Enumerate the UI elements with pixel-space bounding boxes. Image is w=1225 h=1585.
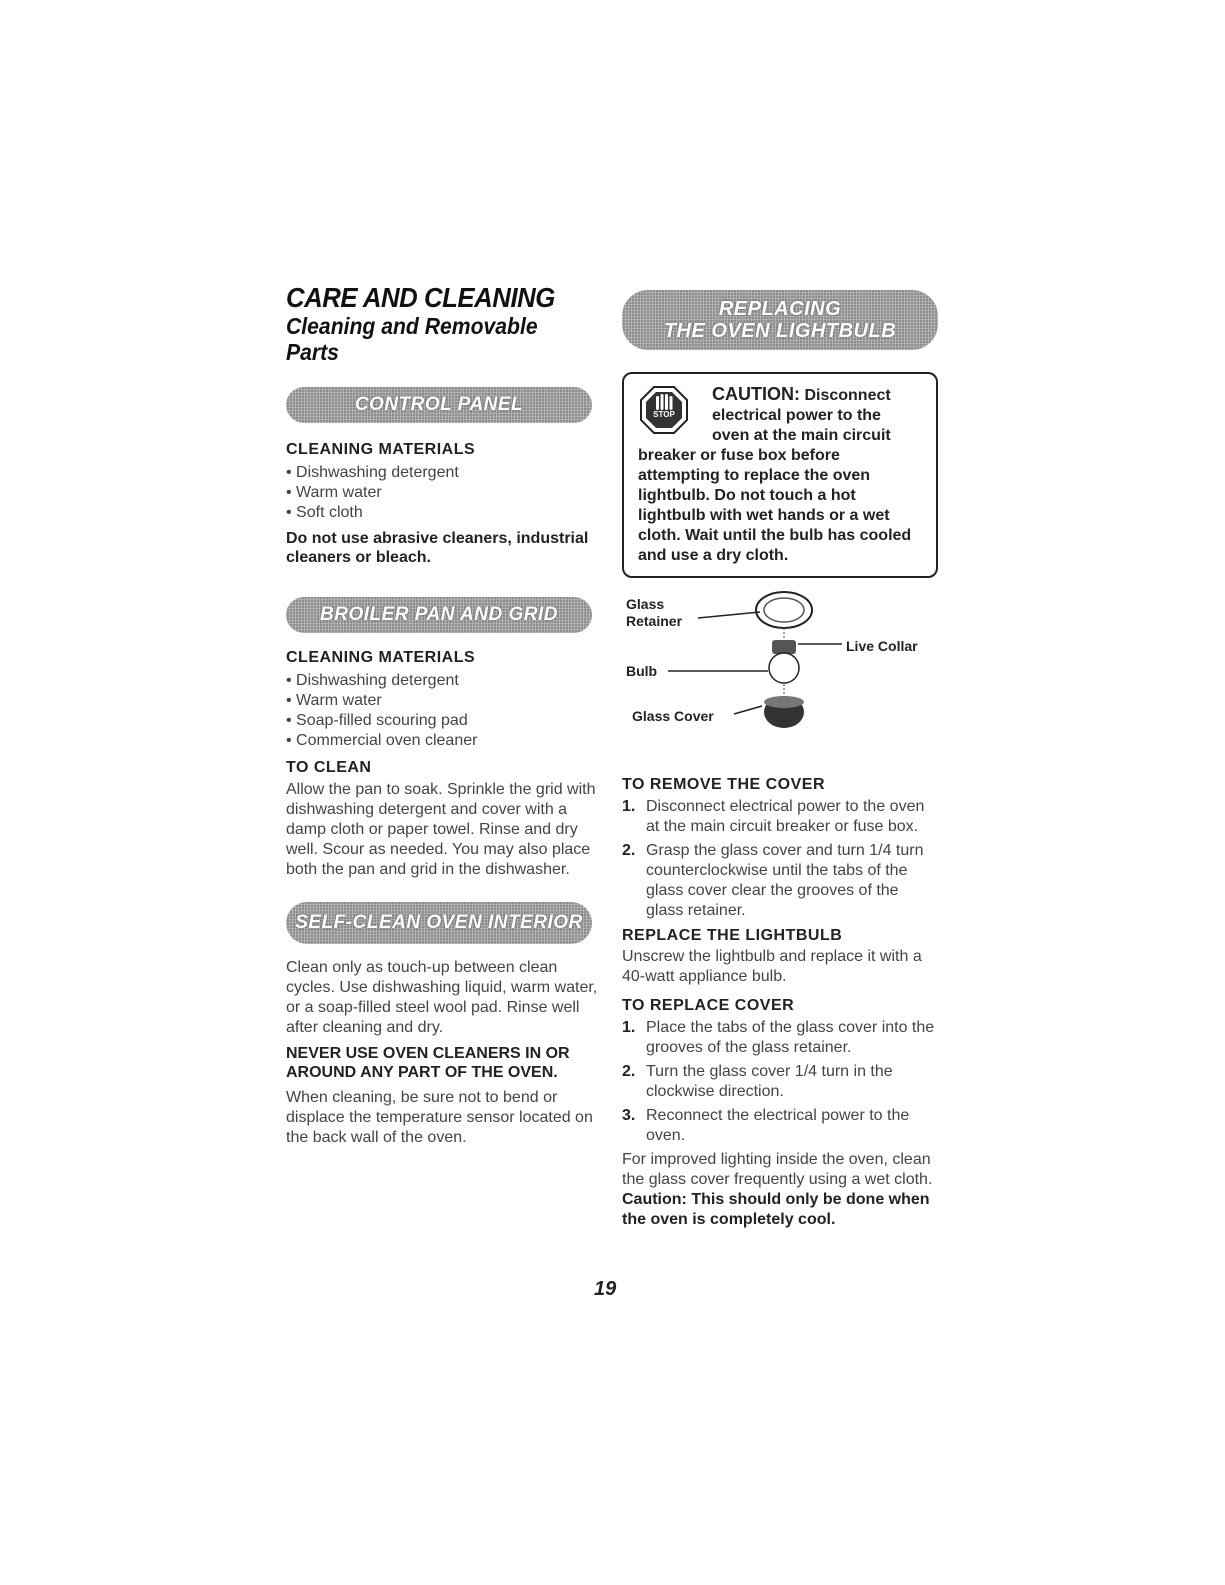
replace-cover-steps: [622, 1018, 938, 1146]
stop-icon-text: STOP: [653, 410, 675, 419]
step-number: 1.: [622, 1019, 636, 1036]
lightbulb-banner-line1: REPLACING: [718, 298, 842, 320]
self-clean-sensor-text: When cleaning, be sure not to bend or displace the temperature sensor located on the back wall of the oven.: [286, 1089, 593, 1146]
final-caution: Caution: This should only be done when the oven is completely cool.: [622, 1191, 930, 1228]
caution-box: [622, 372, 938, 578]
replace-cover-heading: TO REPLACE COVER: [622, 997, 795, 1014]
list-item: [622, 797, 938, 837]
step-number: 3.: [622, 1107, 636, 1124]
replace-bulb-text: Unscrew the lightbulb and replace it with a 40-watt appliance bulb.: [622, 948, 922, 985]
bulb-label: Bulb: [626, 663, 658, 679]
step-text: Reconnect the electrical power to the oven.: [646, 1107, 910, 1144]
page-subtitle: Cleaning and Removable Parts: [286, 313, 538, 365]
list-item: • Warm water: [286, 691, 604, 711]
caution-first-text: Disconnect electrical power to the oven at the main circuit: [712, 387, 891, 444]
remove-cover-heading: TO REMOVE THE COVER: [622, 776, 826, 793]
control-panel-materials-heading: CLEANING MATERIALS: [286, 441, 476, 458]
caution-label: CAUTION:: [712, 384, 800, 404]
step-text: Place the tabs of the glass cover into the grooves of the glass retainer.: [646, 1019, 935, 1056]
control-panel-banner: CONTROL PANEL: [286, 387, 592, 423]
self-clean-text: Clean only as touch-up between clean cycles. Use dishwashing liquid, warm water, or a soap-filled steel wool pad. Rinse well after cleaning and dry.: [286, 959, 598, 1036]
to-clean-heading: TO CLEAN: [286, 759, 372, 776]
remove-cover-steps: [622, 797, 938, 921]
lightbulb-banner: [622, 290, 938, 350]
step-text: Turn the glass cover 1/4 turn in the clockwise direction.: [646, 1063, 893, 1100]
control-panel-materials-list: [286, 463, 604, 523]
list-item: • Dishwashing detergent: [286, 463, 604, 483]
list-item: [622, 1062, 938, 1102]
step-number: 2.: [622, 1063, 636, 1080]
lightbulb-banner-line2: THE OVEN LIGHTBULB: [663, 320, 897, 342]
lightbulb-diagram: [622, 588, 938, 774]
list-item: [622, 1018, 938, 1058]
final-note-text: For improved lighting inside the oven, clean the glass cover frequently using a wet cloth.: [622, 1151, 933, 1188]
glass-retainer-label: Glass Retainer: [626, 596, 683, 629]
list-item: • Warm water: [286, 483, 604, 503]
list-item: [622, 841, 938, 921]
page-title: CARE AND CLEANING: [286, 282, 555, 313]
step-text: Grasp the glass cover and turn 1/4 turn counterclockwise until the tabs of the glass cover clear the grooves of the glass retainer.: [646, 842, 924, 919]
list-item: • Commercial oven cleaner: [286, 731, 604, 751]
right-column: [622, 290, 938, 1230]
list-item: • Soft cloth: [286, 503, 604, 523]
broiler-materials-heading: CLEANING MATERIALS: [286, 649, 476, 666]
control-panel-warning: Do not use abrasive cleaners, industrial cleaners or bleach.: [286, 530, 589, 566]
step-text: Disconnect electrical power to the oven at the main circuit breaker or fuse box.: [646, 798, 925, 835]
self-clean-banner: SELF-CLEAN OVEN INTERIOR: [286, 902, 592, 944]
stop-hand-icon: [640, 386, 688, 434]
glass-cover-label: Glass Cover: [632, 708, 714, 724]
live-collar-label: Live Collar: [846, 638, 918, 654]
broiler-materials-list: [286, 671, 604, 751]
caution-rest-text: breaker or fuse box before attempting to replace the oven lightbulb. Do not touch a hot lightbulb with wet hands or a wet cloth. Wait until the bulb has cooled and use a dry cloth.: [638, 447, 912, 564]
step-number: 2.: [622, 842, 636, 859]
list-item: • Soap-filled scouring pad: [286, 711, 604, 731]
final-note: [622, 1150, 938, 1230]
self-clean-warning: NEVER USE OVEN CLEANERS IN OR AROUND ANY PART OF THE OVEN.: [286, 1045, 570, 1081]
left-column: [286, 283, 604, 1148]
page-number: 19: [594, 1278, 617, 1300]
broiler-banner: BROILER PAN AND GRID: [286, 597, 592, 633]
to-clean-text: Allow the pan to soak. Sprinkle the grid with dishwashing detergent and cover with a damp cloth or paper towel. Rinse and dry well. Scour as needed. You may also place both the pan and grid in the dishwasher.: [286, 781, 596, 878]
step-number: 1.: [622, 798, 636, 815]
list-item: • Dishwashing detergent: [286, 671, 604, 691]
list-item: [622, 1106, 938, 1146]
replace-bulb-heading: REPLACE THE LIGHTBULB: [622, 927, 843, 944]
